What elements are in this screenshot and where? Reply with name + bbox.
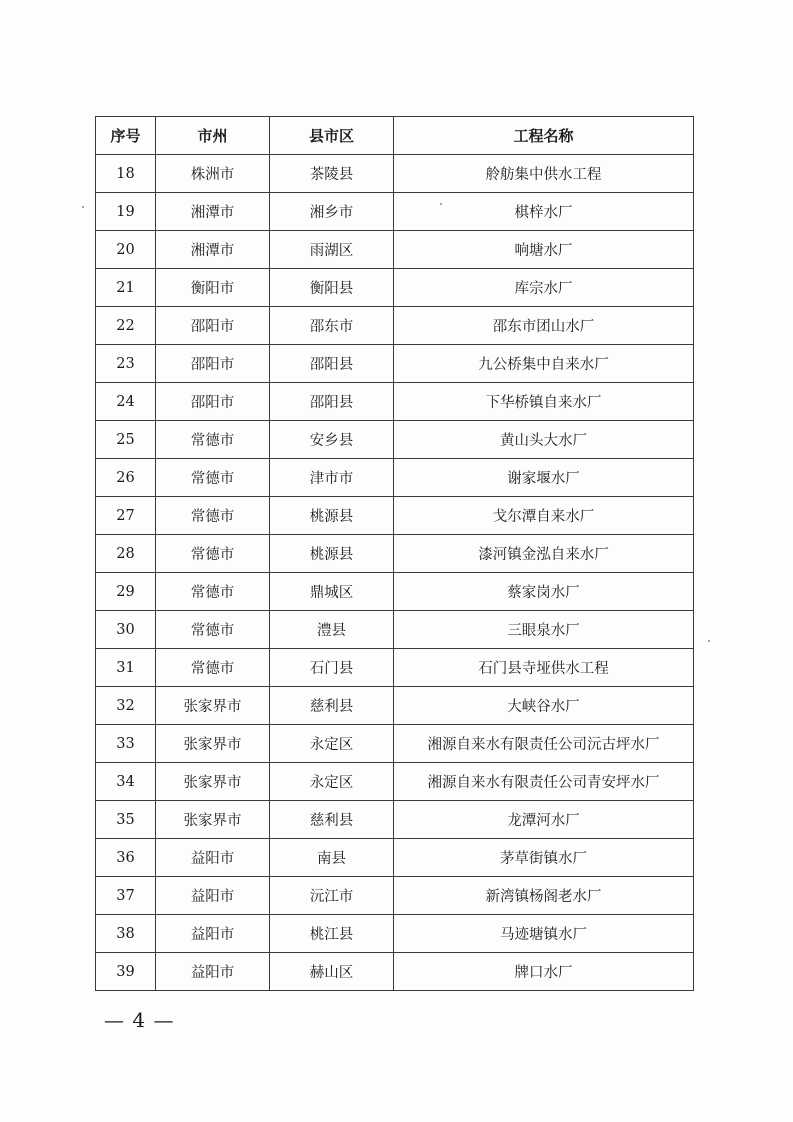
cell-project-name: 邵东市团山水厂	[394, 307, 694, 345]
cell-county: 安乡县	[270, 421, 394, 459]
table-body	[96, 155, 694, 991]
header-project-name: 工程名称	[394, 117, 694, 155]
cell-county: 茶陵县	[270, 155, 394, 193]
cell-county: 慈利县	[270, 687, 394, 725]
cell-serial-no: 18	[96, 155, 156, 193]
cell-serial-no: 29	[96, 573, 156, 611]
cell-county: 慈利县	[270, 801, 394, 839]
cell-county: 邵阳县	[270, 345, 394, 383]
header-city: 市州	[156, 117, 270, 155]
cell-project-name: 马迹塘镇水厂	[394, 915, 694, 953]
cell-project-name: 库宗水厂	[394, 269, 694, 307]
cell-county: 沅江市	[270, 877, 394, 915]
table-row	[96, 725, 694, 763]
cell-serial-no: 23	[96, 345, 156, 383]
cell-city: 张家界市	[156, 801, 270, 839]
cell-county: 雨湖区	[270, 231, 394, 269]
cell-serial-no: 35	[96, 801, 156, 839]
cell-project-name: 下华桥镇自来水厂	[394, 383, 694, 421]
table-row	[96, 839, 694, 877]
cell-serial-no: 33	[96, 725, 156, 763]
table-row	[96, 307, 694, 345]
cell-project-name: 石门县寺垭供水工程	[394, 649, 694, 687]
table-row	[96, 611, 694, 649]
header-county: 县市区	[270, 117, 394, 155]
cell-city: 常德市	[156, 535, 270, 573]
cell-city: 常德市	[156, 459, 270, 497]
table-row	[96, 877, 694, 915]
table-row	[96, 383, 694, 421]
cell-city: 益阳市	[156, 877, 270, 915]
cell-city: 邵阳市	[156, 383, 270, 421]
cell-city: 益阳市	[156, 915, 270, 953]
cell-county: 邵东市	[270, 307, 394, 345]
cell-city: 张家界市	[156, 725, 270, 763]
cell-county: 永定区	[270, 725, 394, 763]
cell-county: 衡阳县	[270, 269, 394, 307]
cell-city: 湘潭市	[156, 193, 270, 231]
cell-city: 张家界市	[156, 763, 270, 801]
cell-serial-no: 21	[96, 269, 156, 307]
cell-county: 桃源县	[270, 535, 394, 573]
cell-city: 常德市	[156, 497, 270, 535]
table-row	[96, 459, 694, 497]
cell-city: 常德市	[156, 649, 270, 687]
cell-city: 邵阳市	[156, 345, 270, 383]
cell-county: 赫山区	[270, 953, 394, 991]
table-row	[96, 649, 694, 687]
cell-project-name: 响塘水厂	[394, 231, 694, 269]
cell-city: 湘潭市	[156, 231, 270, 269]
table-row	[96, 573, 694, 611]
cell-project-name: 大峡谷水厂	[394, 687, 694, 725]
cell-county: 永定区	[270, 763, 394, 801]
table-row	[96, 953, 694, 991]
cell-county: 津市市	[270, 459, 394, 497]
header-serial-no: 序号	[96, 117, 156, 155]
cell-project-name: 谢家堰水厂	[394, 459, 694, 497]
cell-county: 桃源县	[270, 497, 394, 535]
cell-serial-no: 38	[96, 915, 156, 953]
cell-serial-no: 22	[96, 307, 156, 345]
scan-speck	[82, 206, 84, 208]
cell-county: 邵阳县	[270, 383, 394, 421]
cell-city: 邵阳市	[156, 307, 270, 345]
table-row	[96, 421, 694, 459]
cell-project-name: 湘源自来水有限责任公司青安坪水厂	[394, 763, 694, 801]
cell-serial-no: 31	[96, 649, 156, 687]
table-row	[96, 763, 694, 801]
cell-city: 常德市	[156, 611, 270, 649]
scan-speck	[708, 640, 710, 642]
cell-county: 桃江县	[270, 915, 394, 953]
table-row	[96, 269, 694, 307]
cell-city: 常德市	[156, 421, 270, 459]
cell-project-name: 新湾镇杨阁老水厂	[394, 877, 694, 915]
cell-city: 益阳市	[156, 839, 270, 877]
cell-serial-no: 25	[96, 421, 156, 459]
water-project-table	[95, 116, 694, 991]
cell-serial-no: 26	[96, 459, 156, 497]
table-row	[96, 155, 694, 193]
cell-project-name: 戈尔潭自来水厂	[394, 497, 694, 535]
cell-serial-no: 34	[96, 763, 156, 801]
cell-county: 石门县	[270, 649, 394, 687]
table-row	[96, 915, 694, 953]
cell-project-name: 茅草街镇水厂	[394, 839, 694, 877]
cell-project-name: 漆河镇金泓自来水厂	[394, 535, 694, 573]
cell-serial-no: 20	[96, 231, 156, 269]
cell-county: 南县	[270, 839, 394, 877]
table-row	[96, 497, 694, 535]
cell-city: 常德市	[156, 573, 270, 611]
cell-serial-no: 30	[96, 611, 156, 649]
cell-project-name: 黄山头大水厂	[394, 421, 694, 459]
table-row	[96, 193, 694, 231]
cell-serial-no: 32	[96, 687, 156, 725]
cell-county: 澧县	[270, 611, 394, 649]
table-header-row	[96, 117, 694, 155]
cell-project-name: 舲舫集中供水工程	[394, 155, 694, 193]
cell-project-name: 蔡家岗水厂	[394, 573, 694, 611]
cell-project-name: 棋梓水厂	[394, 193, 694, 231]
cell-city: 益阳市	[156, 953, 270, 991]
cell-project-name: 三眼泉水厂	[394, 611, 694, 649]
cell-serial-no: 36	[96, 839, 156, 877]
cell-serial-no: 19	[96, 193, 156, 231]
cell-serial-no: 39	[96, 953, 156, 991]
cell-city: 株洲市	[156, 155, 270, 193]
cell-county: 湘乡市	[270, 193, 394, 231]
page-number: — 4 —	[104, 1008, 175, 1032]
table-row	[96, 345, 694, 383]
cell-county: 鼎城区	[270, 573, 394, 611]
cell-city: 张家界市	[156, 687, 270, 725]
cell-project-name: 湘源自来水有限责任公司沅古坪水厂	[394, 725, 694, 763]
cell-city: 衡阳市	[156, 269, 270, 307]
cell-project-name: 牌口水厂	[394, 953, 694, 991]
table-row	[96, 231, 694, 269]
table-row	[96, 687, 694, 725]
cell-serial-no: 27	[96, 497, 156, 535]
table-row	[96, 535, 694, 573]
cell-project-name: 龙潭河水厂	[394, 801, 694, 839]
cell-serial-no: 24	[96, 383, 156, 421]
table-row	[96, 801, 694, 839]
cell-serial-no: 37	[96, 877, 156, 915]
cell-project-name: 九公桥集中自来水厂	[394, 345, 694, 383]
cell-serial-no: 28	[96, 535, 156, 573]
